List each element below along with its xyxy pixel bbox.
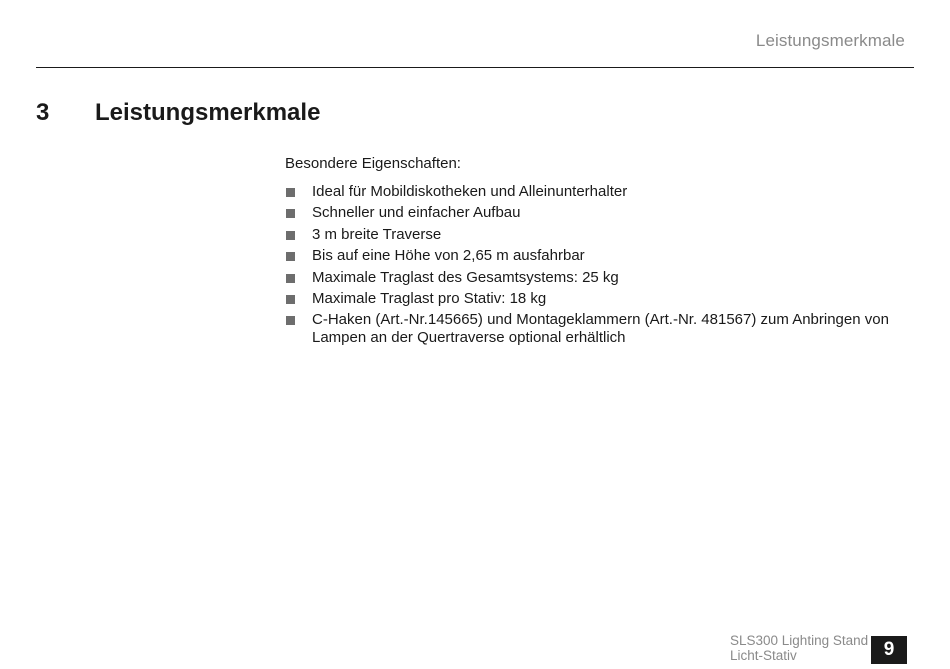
chapter-heading [36,99,320,127]
square-bullet-icon [286,209,295,218]
list-item [285,290,905,308]
feature-text: C-Haken (Art.-Nr.145665) und Montageklammern (Art.-Nr. 481567) zum Anbringen von Lampen an der Quertraverse optional erhältlich [312,311,889,347]
feature-list [285,183,905,347]
square-bullet-icon [286,252,295,261]
feature-text: Maximale Traglast des Gesamtsystems: 25 kg [312,268,619,286]
footer-product-name: SLS300 Lighting Stand [730,633,869,648]
intro-text: Besondere Eigenschaften: [285,155,461,172]
feature-text: Ideal für Mobildiskotheken und Alleinunterhalter [312,183,628,200]
feature-text: Bis auf eine Höhe von 2,65 m ausfahrbar [312,247,585,265]
list-item [285,183,905,201]
square-bullet-icon [286,295,295,304]
list-item [285,311,905,347]
square-bullet-icon [286,316,295,325]
feature-text: 3 m breite Traverse [312,225,442,243]
content-body [285,155,905,351]
chapter-title: Leistungsmerkmale [95,99,321,126]
running-header-title: Leistungsmerkmale [755,31,905,50]
square-bullet-icon [286,188,295,197]
page-number-badge: 9 [871,636,907,664]
header-divider [36,67,914,68]
list-item [285,247,905,265]
square-bullet-icon [286,231,295,240]
footer-product [730,634,868,663]
feature-text: Schneller und einfacher Aufbau [312,204,521,222]
list-item [285,226,905,244]
chapter-number: 3 [36,99,50,126]
list-item [285,269,905,287]
footer-product-name-de: Licht-Stativ [730,647,797,663]
feature-text: Maximale Traglast pro Stativ: 18 kg [312,289,547,307]
list-item [285,204,905,222]
square-bullet-icon [286,274,295,283]
